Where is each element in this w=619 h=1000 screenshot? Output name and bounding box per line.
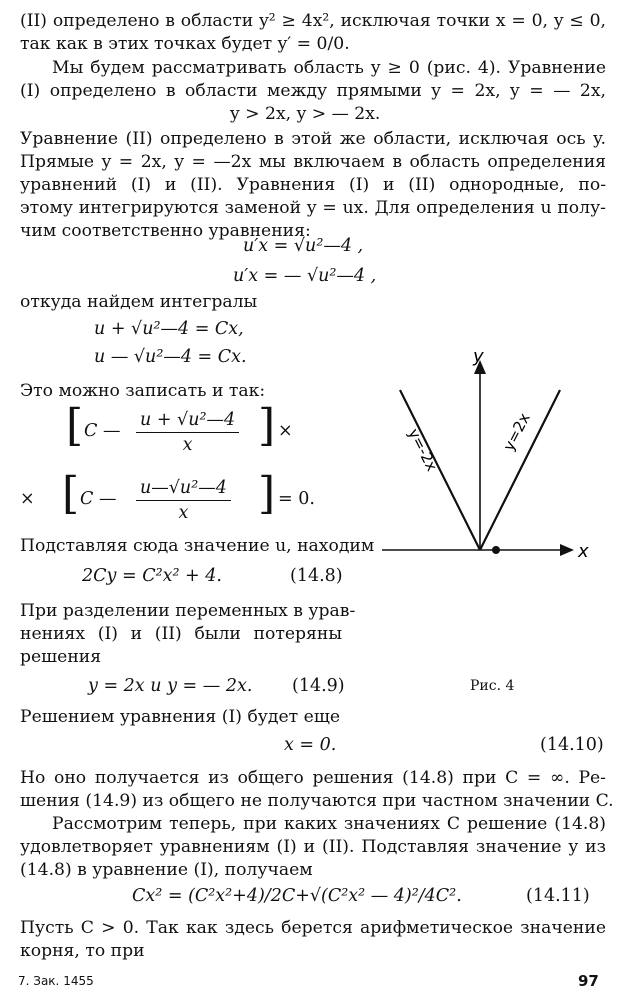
- fraction: [136, 478, 231, 523]
- text-line: Пусть C > 0. Так как здесь берется арифметическое значение: [20, 918, 606, 938]
- point-marker: [492, 546, 500, 554]
- right-bracket: ]: [258, 400, 276, 451]
- fraction-numerator: u—√u²—4: [136, 478, 231, 501]
- text-line: Подставляя сюда значение u, находим: [20, 536, 375, 556]
- text-line: шения (14.9) из общего не получаются при частном значении C.: [20, 791, 614, 811]
- equation: u′x = — √u²—4 ,: [233, 266, 377, 286]
- text-line: так как в этих точках будет y′ = 0/0.: [20, 34, 350, 54]
- text-line: (14.8) в уравнение (I), получаем: [20, 860, 313, 880]
- x-axis-label: x: [578, 541, 589, 562]
- figure-4: [370, 340, 610, 670]
- text-line: уравнений (I) и (II). Уравнения (I) и (II) однородные, по-: [20, 175, 606, 195]
- equation-number: (14.11): [526, 886, 590, 906]
- text-line: решения: [20, 647, 102, 667]
- equation-number: (14.10): [540, 735, 604, 755]
- left-bracket: [: [66, 400, 84, 451]
- figure-caption: Рис. 4: [470, 678, 515, 694]
- fraction-denominator: x: [182, 435, 193, 455]
- line-y-minus-2x: [400, 390, 480, 550]
- equation: u — √u²—4 = Cx.: [94, 347, 247, 367]
- text-line: Это можно записать и так:: [20, 381, 266, 401]
- left-line-label: y=-2x: [404, 425, 442, 475]
- text-line: Решением уравнения (I) будет еще: [20, 707, 340, 727]
- text-line: нениях (I) и (II) были потеряны: [20, 624, 342, 644]
- text-line: y > 2x, y > — 2x.: [230, 104, 381, 124]
- text-line: Рассмотрим теперь, при каких значениях C решение (14.8): [52, 814, 606, 834]
- equation: u + √u²—4 = Cx,: [94, 319, 244, 339]
- coordinate-plot: [370, 340, 610, 670]
- equation-part: = 0.: [278, 489, 315, 509]
- left-bracket: [: [62, 468, 80, 519]
- text-line: Уравнение (II) определено в этой же области, исключая ось y.: [20, 129, 606, 149]
- text-line: (I) определено в области между прямыми y = 2x, y = — 2x,: [20, 81, 606, 101]
- text-line: (II) определено в области y² ≥ 4x², исключая точки x = 0, y ≤ 0,: [20, 11, 606, 31]
- y-axis-label: y: [473, 346, 484, 367]
- text-line: этому интегрируются заменой y = ux. Для определения u полу-: [20, 198, 606, 218]
- text-line: чим соответственно уравнения:: [20, 221, 311, 241]
- fraction: [136, 410, 239, 455]
- equation-number: (14.9): [292, 676, 345, 696]
- equation-part: ×: [278, 421, 293, 441]
- equation: x = 0.: [284, 735, 337, 755]
- right-bracket: ]: [258, 468, 276, 519]
- equation-part: C —: [84, 421, 121, 441]
- fraction-denominator: x: [178, 503, 189, 523]
- equation: 2Cy = C²x² + 4.: [82, 566, 222, 586]
- page-number: 97: [578, 972, 599, 990]
- text-line: Но оно получается из общего решения (14.8) при C = ∞. Ре-: [20, 768, 606, 788]
- fraction-numerator: u + √u²—4: [136, 410, 239, 433]
- equation: y = 2x и y = — 2x.: [88, 676, 253, 696]
- x-axis-arrow: [560, 544, 574, 556]
- equation: Cx² = (C²x²+4)/2C+√(C²x² — 4)²/4C².: [132, 886, 462, 906]
- text-line: Прямые y = 2x, y = —2x мы включаем в область определения: [20, 152, 606, 172]
- text-line: откуда найдем интегралы: [20, 292, 258, 312]
- equation-part: C —: [80, 489, 117, 509]
- equation-part: ×: [20, 489, 35, 509]
- equation-number: (14.8): [290, 566, 343, 586]
- equation: u′x = √u²—4 ,: [243, 236, 364, 256]
- text-line: корня, то при: [20, 941, 145, 961]
- text-line: При разделении переменных в урав-: [20, 601, 356, 621]
- print-signature: 7. Зак. 1455: [18, 974, 94, 988]
- text-line: Мы будем рассматривать область y ≥ 0 (рис. 4). Уравнение: [52, 58, 606, 78]
- text-line: удовлетворяет уравнениям (I) и (II). Подставляя значение y из: [20, 837, 606, 857]
- right-line-label: y=2x: [499, 410, 534, 454]
